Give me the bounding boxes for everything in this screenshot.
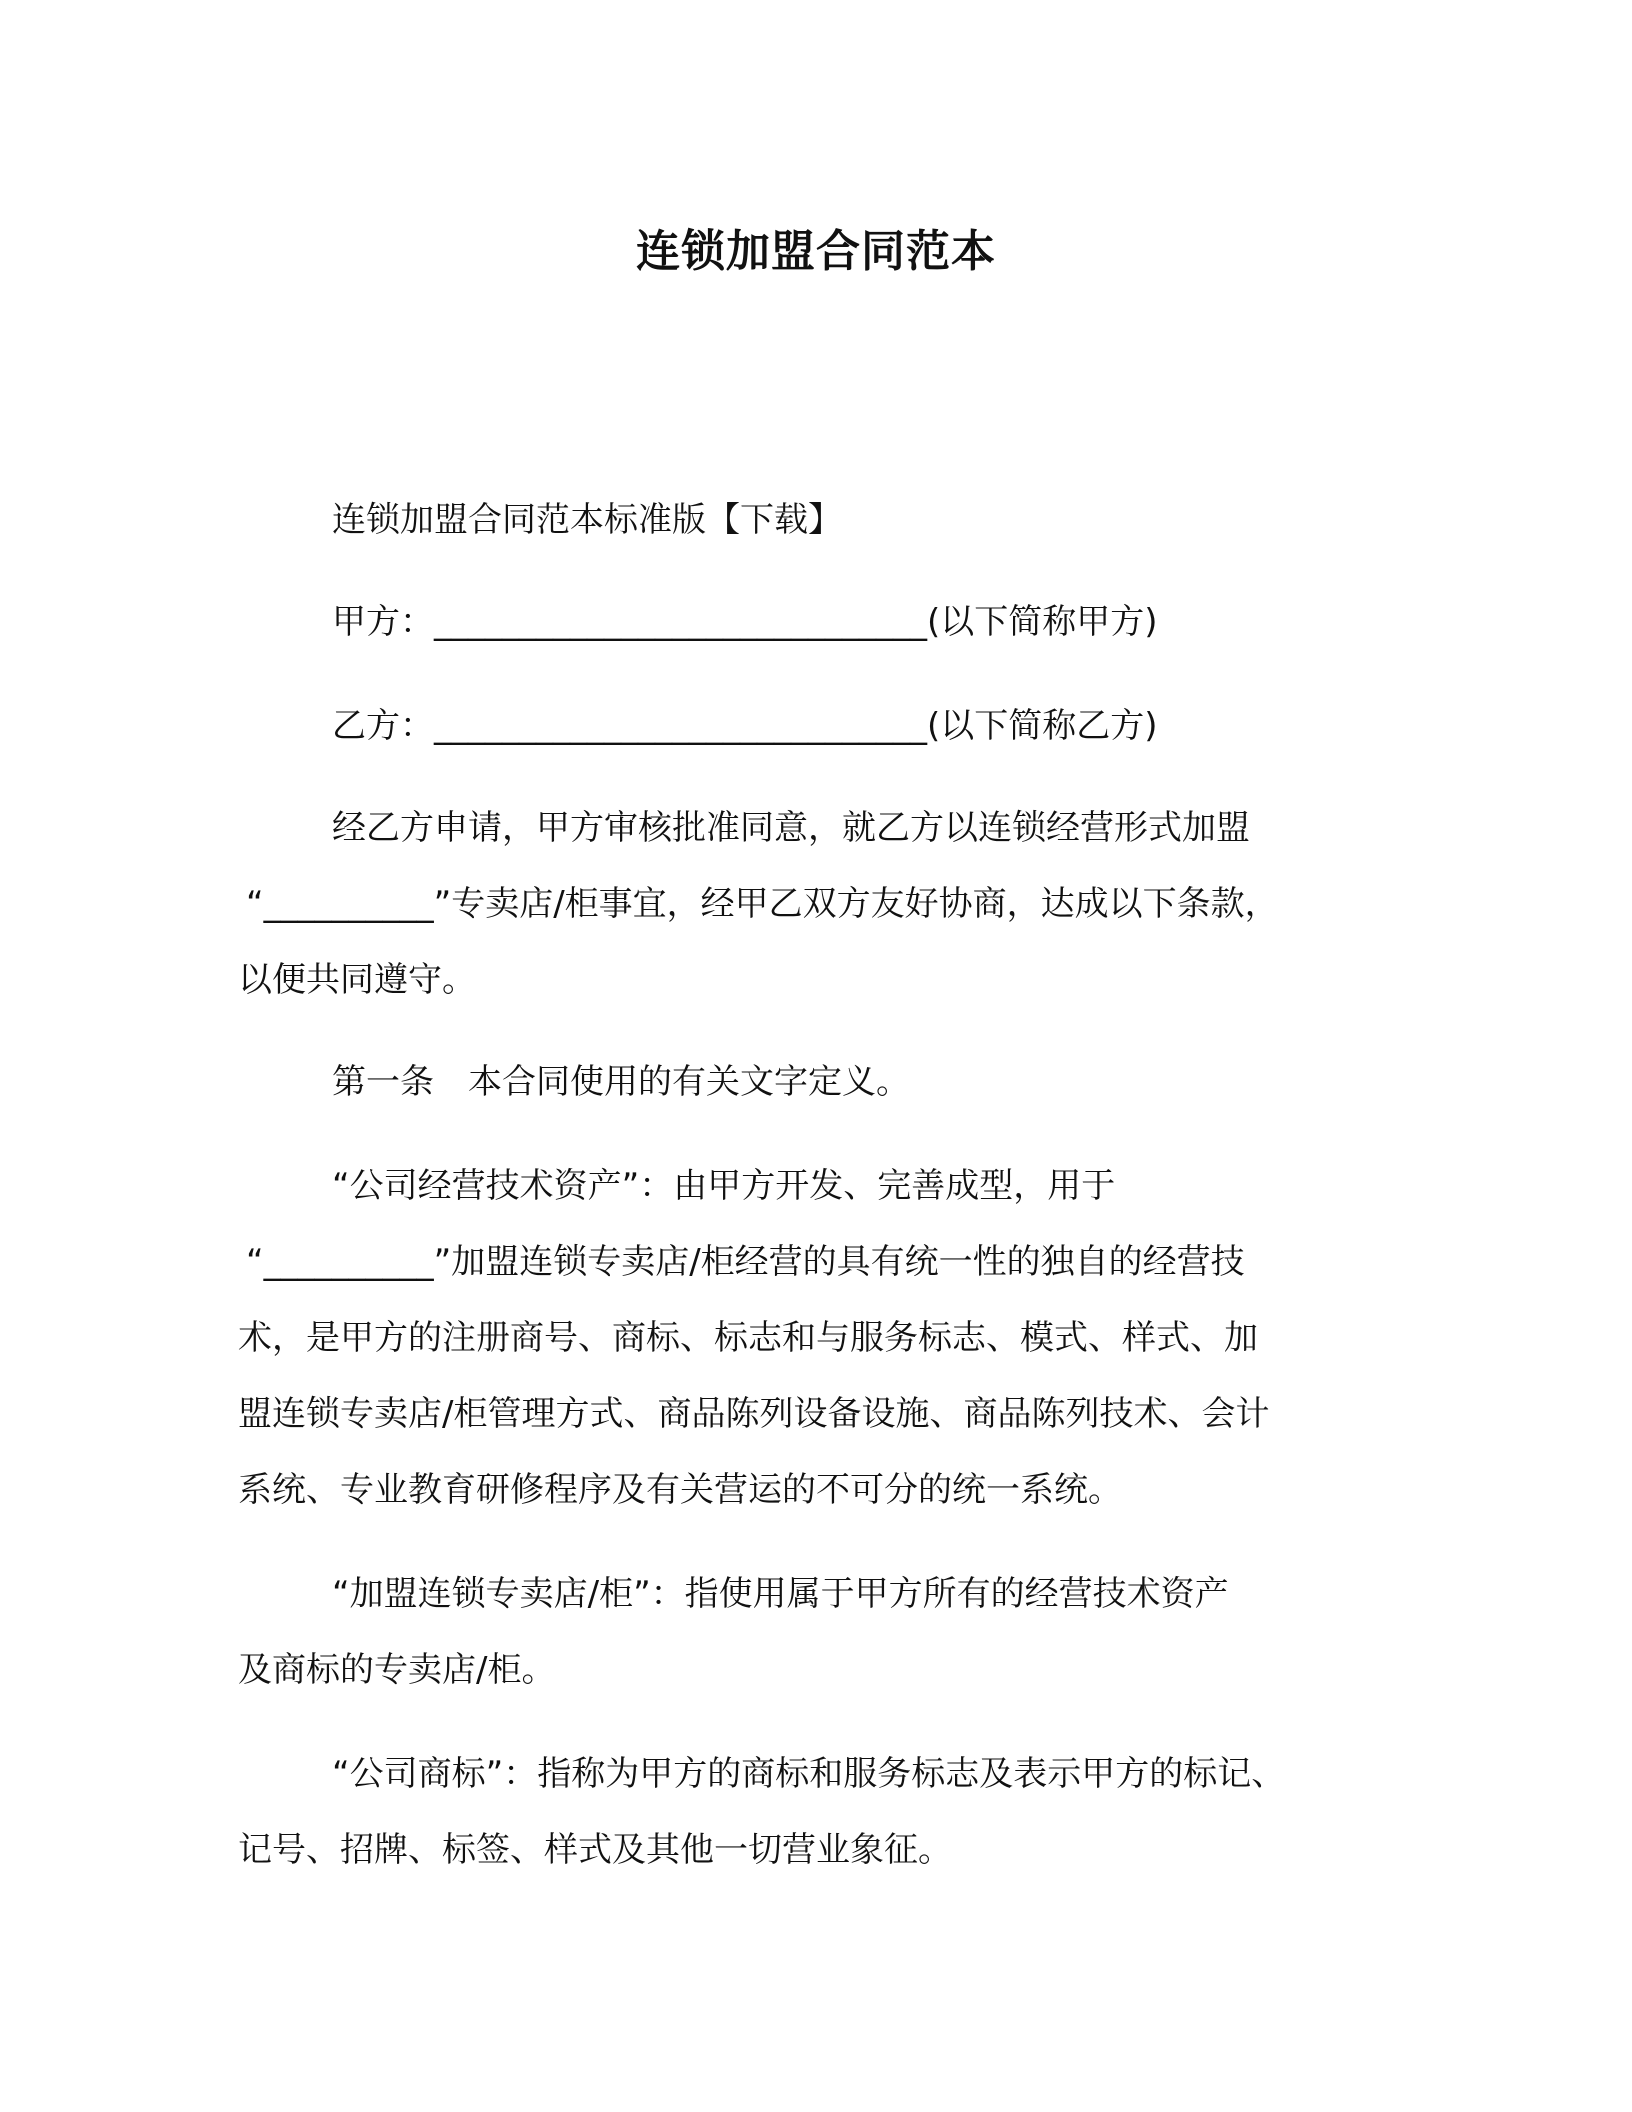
definition-2-line-2: 及商标的专卖店/柜。: [238, 1650, 556, 1690]
document-title: 连锁加盟合同范本: [636, 226, 996, 277]
definition-1-line-1: “公司经营技术资产”：由甲方开发、完善成型，用于: [332, 1166, 1116, 1206]
definition-1-line-3: 术，是甲方的注册商号、商标、标志和与服务标志、模式、样式、加: [238, 1318, 1258, 1358]
party-b-line: 乙方：_____________________________(以下简称乙方): [332, 706, 1158, 746]
subtitle-line: 连锁加盟合同范本标准版【下载】: [332, 500, 842, 540]
preamble-line-1: 经乙方申请，甲方审核批准同意，就乙方以连锁经营形式加盟: [332, 808, 1250, 848]
article-1-heading: 第一条 本合同使用的有关文字定义。: [332, 1062, 910, 1102]
preamble-line-2: “__________”专卖店/柜事宜，经甲乙双方友好协商，达成以下条款，: [246, 884, 1279, 924]
definition-1-line-4: 盟连锁专卖店/柜管理方式、商品陈列设备设施、商品陈列技术、会计: [238, 1394, 1270, 1434]
definition-1-line-5: 系统、专业教育研修程序及有关营运的不可分的统一系统。: [238, 1470, 1122, 1510]
definition-3-line-1: “公司商标”：指称为甲方的商标和服务标志及表示甲方的标记、: [332, 1754, 1286, 1794]
definition-3-line-2: 记号、招牌、标签、样式及其他一切营业象征。: [238, 1830, 952, 1870]
party-a-line: 甲方：_____________________________(以下简称甲方): [332, 602, 1158, 642]
definition-2-line-1: “加盟连锁专卖店/柜”：指使用属于甲方所有的经营技术资产: [332, 1574, 1229, 1614]
preamble-line-3: 以便共同遵守。: [238, 960, 476, 1000]
definition-1-line-2: “__________”加盟连锁专卖店/柜经营的具有统一性的独自的经营技: [246, 1242, 1245, 1282]
